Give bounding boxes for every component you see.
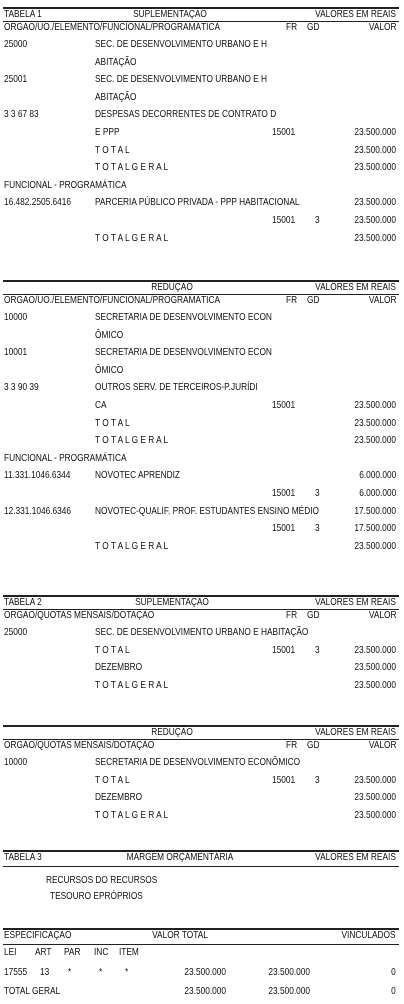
row-fr: 15001 <box>272 523 296 535</box>
row-description: T O T A L G E R A L <box>95 435 169 447</box>
row-description: ÔMICO <box>95 364 124 376</box>
spec-cell: * <box>125 967 129 978</box>
row-description: ABITAÇÃO <box>95 56 137 68</box>
row-value: 6.000.000 <box>359 470 396 482</box>
spec-value: 23.500.000 <box>268 967 310 978</box>
spec-value: 0 <box>391 967 396 978</box>
column-header: ORGÃO/QUOTAS MENSAIS/DOTAÇÃO <box>4 610 155 621</box>
row-code: FUNCIONAL - PROGRAMÁTICA <box>4 179 127 191</box>
row-code: 11.331.1046.6344 <box>4 470 71 482</box>
column-header: VALOR <box>368 740 396 751</box>
row-fr: 15001 <box>272 215 296 226</box>
currency-note: VALORES EM REAIS <box>315 9 396 20</box>
row-code: 10000 <box>4 757 28 768</box>
row-gd: 3 <box>315 488 320 499</box>
row-code: FUNCIONAL - PROGRAMÁTICA <box>4 452 127 464</box>
resource-line: RECURSOS DO RECURSOS <box>46 875 158 886</box>
row-description: NOVOTEC APRENDIZ <box>95 470 180 482</box>
section-title: SUPLEMENTAÇÃO <box>133 9 207 20</box>
column-header: ART <box>35 947 52 958</box>
row-description: SEC. DE DESENVOLVIMENTO URBANO E HABITAÇÃO <box>95 627 309 638</box>
column-header: PAR <box>64 947 81 958</box>
currency-note: VALORES EM REAIS <box>315 727 396 738</box>
row-description: OUTROS SERV. DE TERCEIROS-P.JURÍDI <box>95 382 258 394</box>
row-value: 23.500.000 <box>354 127 396 138</box>
row-value: 23.500.000 <box>354 162 396 174</box>
currency-note: VALORES EM REAIS <box>315 282 396 293</box>
row-fr: 15001 <box>272 488 296 499</box>
column-header: FR <box>286 295 298 306</box>
row-value: 23.500.000 <box>354 197 396 209</box>
row-description: DESPESAS DECORRENTES DE CONTRATO D <box>95 109 277 121</box>
row-value: 23.500.000 <box>354 809 396 821</box>
row-value: 17.500.000 <box>354 523 396 535</box>
row-description: T O T A L G E R A L <box>95 809 169 821</box>
table-label: TABELA 1 <box>4 9 42 20</box>
rule-line <box>3 866 399 867</box>
spec-cell: * <box>68 967 72 978</box>
column-header: ORGÃO/QUOTAS MENSAIS/DOTAÇÃO <box>4 740 155 751</box>
row-description: SECRETARIA DE DESENVOLVIMENTO ECON <box>95 312 272 323</box>
column-header: GD <box>307 22 320 33</box>
column-header: ESPECIFICAÇÃO <box>4 930 72 941</box>
rule-line <box>3 944 399 945</box>
row-description: T O T A L <box>95 774 130 786</box>
row-description: SEC. DE DESENVOLVIMENTO URBANO E H <box>95 74 267 86</box>
column-header: LEI <box>4 947 17 958</box>
column-header: VALOR TOTAL <box>152 930 208 941</box>
row-description: NOVOTEC-QUALIF. PROF. ESTUDANTES ENSINO MÉDIO <box>95 505 320 517</box>
row-gd: 3 <box>315 774 320 786</box>
table-label: TABELA 2 <box>4 597 42 608</box>
row-gd: 3 <box>315 523 320 535</box>
spec-cell: 13 <box>40 967 50 978</box>
resource-line: TESOURO EPRÓPRIOS <box>50 891 143 902</box>
row-description: SECRETARIA DE DESENVOLVIMENTO ECONÔMICO <box>95 757 301 768</box>
total-label: TOTAL GERAL <box>4 986 61 997</box>
row-value: 23.500.000 <box>354 232 396 244</box>
column-header: VALOR <box>368 295 396 306</box>
row-description: T O T A L <box>95 417 130 429</box>
column-header: GD <box>307 295 320 306</box>
row-value: 23.500.000 <box>354 215 396 226</box>
row-code: 16.482.2505.6416 <box>4 197 72 209</box>
row-description: T O T A L G E R A L <box>95 540 169 552</box>
column-header: FR <box>286 22 298 33</box>
row-code: 25000 <box>4 39 28 50</box>
column-header: ITEM <box>119 947 139 958</box>
spec-value: 23.500.000 <box>184 967 226 978</box>
row-description: ÔMICO <box>95 329 124 341</box>
spec-cell: * <box>99 967 103 978</box>
row-description: PARCERIA PÚBLICO PRIVADA - PPP HABITACIONAL <box>95 197 300 209</box>
row-code: 3 3 67 83 <box>4 109 39 121</box>
row-description: DEZEMBRO <box>95 662 143 674</box>
spec-cell: 17555 <box>4 967 28 978</box>
section-title: REDUÇÃO <box>151 282 193 293</box>
row-fr: 15001 <box>272 774 296 786</box>
row-value: 23.500.000 <box>354 540 396 552</box>
column-header: FR <box>286 610 298 621</box>
row-code: 3 3 90 39 <box>4 382 39 394</box>
row-fr: 15001 <box>272 644 296 656</box>
table-label: TABELA 3 <box>4 852 42 863</box>
row-value: 6.000.000 <box>359 488 396 499</box>
row-value: 23.500.000 <box>354 679 396 691</box>
row-gd: 3 <box>315 644 320 656</box>
row-description: E PPP <box>95 127 120 138</box>
row-fr: 15001 <box>272 127 296 138</box>
row-value: 23.500.000 <box>354 774 396 786</box>
row-value: 17.500.000 <box>354 505 396 517</box>
row-description: T O T A L <box>95 144 130 156</box>
row-code: 25000 <box>4 627 28 638</box>
section-title: REDUÇÃO <box>151 727 193 738</box>
column-header: ORGÃO/UO./ELEMENTO/FUNCIONAL/PROGRAMÁTICA <box>4 295 220 306</box>
row-code: 10000 <box>4 312 28 323</box>
row-description: CA <box>95 400 107 411</box>
row-code: 10001 <box>4 347 28 359</box>
row-fr: 15001 <box>272 400 296 411</box>
row-code: 25001 <box>4 74 28 86</box>
total-value: 23.500.000 <box>184 986 226 997</box>
row-value: 23.500.000 <box>354 792 396 804</box>
row-description: SEC. DE DESENVOLVIMENTO URBANO E H <box>95 39 267 50</box>
row-description: T O T A L G E R A L <box>95 162 169 174</box>
column-header: VALOR <box>368 610 396 621</box>
row-description: T O T A L G E R A L <box>95 232 169 244</box>
total-value: 0 <box>391 986 396 997</box>
row-description: SECRETARIA DE DESENVOLVIMENTO ECON <box>95 347 272 359</box>
row-gd: 3 <box>315 215 320 226</box>
column-header: VALOR <box>368 22 396 33</box>
total-value: 23.500.000 <box>268 986 310 997</box>
section-title: SUPLEMENTAÇÃO <box>135 597 209 608</box>
row-description: DEZEMBRO <box>95 792 143 804</box>
row-description: T O T A L <box>95 644 130 656</box>
column-header: GD <box>307 740 320 751</box>
currency-note: VALORES EM REAIS <box>315 852 396 863</box>
row-code: 12.331.1046.6346 <box>4 505 72 517</box>
column-header: FR <box>286 740 298 751</box>
column-header: INC <box>94 947 109 958</box>
row-value: 23.500.000 <box>354 435 396 447</box>
row-value: 23.500.000 <box>354 417 396 429</box>
column-header: ORGÃO/UO./ELEMENTO/FUNCIONAL/PROGRAMÁTICA <box>4 22 220 33</box>
row-value: 23.500.000 <box>354 644 396 656</box>
row-value: 23.500.000 <box>354 400 396 411</box>
row-value: 23.500.000 <box>354 144 396 156</box>
currency-note: VALORES EM REAIS <box>315 597 396 608</box>
column-header: VINCULADOS <box>341 930 396 941</box>
column-header: GD <box>307 610 320 621</box>
section-title: MARGEM ORÇAMENTÁRIA <box>126 852 234 863</box>
row-description: ABITAÇÃO <box>95 91 137 103</box>
row-value: 23.500.000 <box>354 662 396 674</box>
row-description: T O T A L G E R A L <box>95 679 169 691</box>
